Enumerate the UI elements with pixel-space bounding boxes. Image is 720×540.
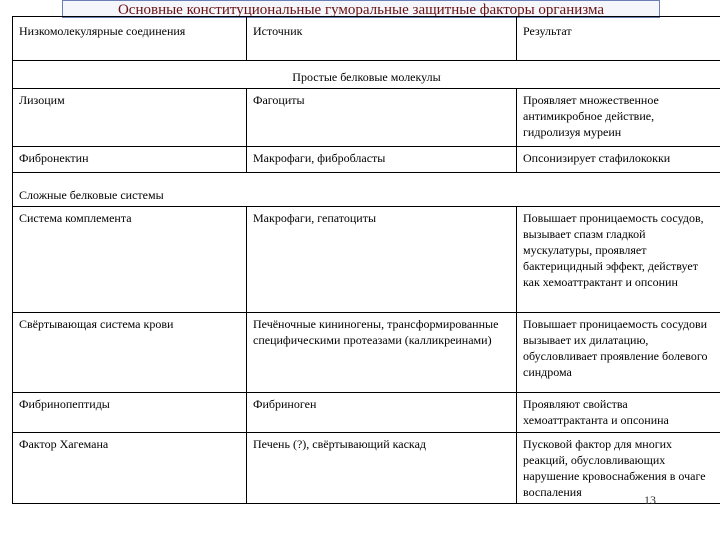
header-result: Результат	[517, 17, 720, 61]
cell-result: Проявляют свойства хемоаттрактанта и опсонина	[517, 393, 720, 433]
header-compounds: Низкомолекулярные соединения	[13, 17, 247, 61]
cell-result: Проявляет множественное антимикробное действие, гидролизуя муреин	[517, 89, 720, 147]
cell-source: Фибриноген	[247, 393, 517, 433]
header-row	[13, 17, 720, 61]
cell-compound: Фибринопептиды	[13, 393, 247, 433]
table-row	[13, 313, 720, 393]
cell-source: Макрофаги, гепатоциты	[247, 207, 517, 313]
section-title: Простые белковые молекулы	[13, 61, 720, 89]
table-row	[13, 393, 720, 433]
cell-result: Опсонизирует стафилококки	[517, 147, 720, 173]
cell-result: Повышает проницаемость сосудов, вызывает спазм гладкой мускулатуры, проявляет бактерицидный эффект, действует как хемоаттрактант и опсонин	[517, 207, 720, 313]
slide-title: Основные конституциональные гуморальные защитные факторы организма	[62, 0, 660, 18]
section-row	[13, 61, 720, 89]
header-source: Источник	[247, 17, 517, 61]
cell-result: Пусковой фактор для многих реакций, обусловливающих нарушение кровоснабжения в очаге воспаления	[517, 433, 720, 504]
table-row	[13, 433, 720, 504]
cell-source: Печёночные кининогены, трансформированные специфическими протеазами (калликреинами)	[247, 313, 517, 393]
cell-source: Макрофаги, фибробласты	[247, 147, 517, 173]
table-row	[13, 89, 720, 147]
table-row	[13, 207, 720, 313]
factors-table	[12, 16, 720, 504]
cell-compound: Фибронектин	[13, 147, 247, 173]
cell-compound: Свёртывающая система крови	[13, 313, 247, 393]
cell-source: Фагоциты	[247, 89, 517, 147]
cell-compound: Система комплемента	[13, 207, 247, 313]
section-row	[13, 173, 720, 207]
cell-compound: Лизоцим	[13, 89, 247, 147]
cell-result: Повышает проницаемость сосудови вызывает их дилатацию, обусловливает проявление болевого синдрома	[517, 313, 720, 393]
page-number: 13	[644, 493, 656, 507]
table-row	[13, 147, 720, 173]
cell-source: Печень (?), свёртывающий каскад	[247, 433, 517, 504]
section-title: Сложные белковые системы	[13, 173, 720, 207]
cell-compound: Фактор Хагемана	[13, 433, 247, 504]
